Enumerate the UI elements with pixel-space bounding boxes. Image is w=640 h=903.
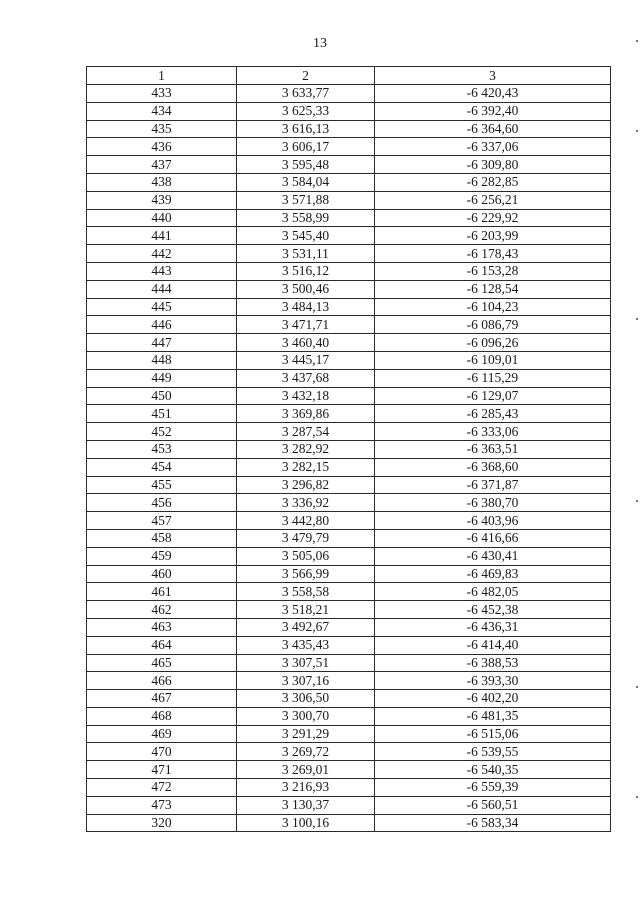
point-number-cell: 449 bbox=[87, 369, 237, 387]
y-coordinate-cell: -6 539,55 bbox=[375, 743, 611, 761]
x-coordinate-cell: 3 100,16 bbox=[237, 814, 375, 832]
table-row bbox=[87, 672, 611, 690]
table-row bbox=[87, 636, 611, 654]
point-number-cell: 466 bbox=[87, 672, 237, 690]
point-number-cell: 452 bbox=[87, 423, 237, 441]
x-coordinate-cell: 3 500,46 bbox=[237, 280, 375, 298]
y-coordinate-cell: -6 559,39 bbox=[375, 779, 611, 797]
table-row bbox=[87, 494, 611, 512]
y-coordinate-cell: -6 104,23 bbox=[375, 298, 611, 316]
table-row bbox=[87, 779, 611, 797]
x-coordinate-cell: 3 306,50 bbox=[237, 690, 375, 708]
point-number-cell: 455 bbox=[87, 476, 237, 494]
table-row bbox=[87, 547, 611, 565]
y-coordinate-cell: -6 560,51 bbox=[375, 796, 611, 814]
scan-edge-mark bbox=[636, 796, 638, 798]
x-coordinate-cell: 3 516,12 bbox=[237, 262, 375, 280]
column-header-point-number: 1 bbox=[87, 67, 237, 85]
y-coordinate-cell: -6 129,07 bbox=[375, 387, 611, 405]
y-coordinate-cell: -6 256,21 bbox=[375, 191, 611, 209]
y-coordinate-cell: -6 285,43 bbox=[375, 405, 611, 423]
table-row bbox=[87, 227, 611, 245]
y-coordinate-cell: -6 416,66 bbox=[375, 529, 611, 547]
table-row bbox=[87, 796, 611, 814]
table-row bbox=[87, 618, 611, 636]
point-number-cell: 460 bbox=[87, 565, 237, 583]
table-row bbox=[87, 565, 611, 583]
x-coordinate-cell: 3 595,48 bbox=[237, 156, 375, 174]
point-number-cell: 459 bbox=[87, 547, 237, 565]
table-row bbox=[87, 583, 611, 601]
table-row bbox=[87, 173, 611, 191]
point-number-cell: 461 bbox=[87, 583, 237, 601]
y-coordinate-cell: -6 364,60 bbox=[375, 120, 611, 138]
point-number-cell: 451 bbox=[87, 405, 237, 423]
point-number-cell: 435 bbox=[87, 120, 237, 138]
table-row bbox=[87, 405, 611, 423]
x-coordinate-cell: 3 336,92 bbox=[237, 494, 375, 512]
x-coordinate-cell: 3 435,43 bbox=[237, 636, 375, 654]
y-coordinate-cell: -6 414,40 bbox=[375, 636, 611, 654]
y-coordinate-cell: -6 309,80 bbox=[375, 156, 611, 174]
table-row bbox=[87, 814, 611, 832]
y-coordinate-cell: -6 436,31 bbox=[375, 618, 611, 636]
x-coordinate-cell: 3 307,16 bbox=[237, 672, 375, 690]
table-row bbox=[87, 743, 611, 761]
point-number-cell: 457 bbox=[87, 512, 237, 530]
x-coordinate-cell: 3 558,58 bbox=[237, 583, 375, 601]
point-number-cell: 440 bbox=[87, 209, 237, 227]
x-coordinate-cell: 3 571,88 bbox=[237, 191, 375, 209]
point-number-cell: 439 bbox=[87, 191, 237, 209]
table-row bbox=[87, 191, 611, 209]
point-number-cell: 463 bbox=[87, 618, 237, 636]
point-number-cell: 468 bbox=[87, 707, 237, 725]
table-row bbox=[87, 529, 611, 547]
x-coordinate-cell: 3 625,33 bbox=[237, 102, 375, 120]
y-coordinate-cell: -6 583,34 bbox=[375, 814, 611, 832]
x-coordinate-cell: 3 287,54 bbox=[237, 423, 375, 441]
point-number-cell: 446 bbox=[87, 316, 237, 334]
point-number-cell: 443 bbox=[87, 262, 237, 280]
x-coordinate-cell: 3 296,82 bbox=[237, 476, 375, 494]
coordinates-table bbox=[86, 66, 611, 832]
point-number-cell: 320 bbox=[87, 814, 237, 832]
y-coordinate-cell: -6 282,85 bbox=[375, 173, 611, 191]
point-number-cell: 470 bbox=[87, 743, 237, 761]
x-coordinate-cell: 3 584,04 bbox=[237, 173, 375, 191]
table-row bbox=[87, 102, 611, 120]
x-coordinate-cell: 3 269,01 bbox=[237, 761, 375, 779]
point-number-cell: 433 bbox=[87, 85, 237, 103]
table-row bbox=[87, 280, 611, 298]
y-coordinate-cell: -6 482,05 bbox=[375, 583, 611, 601]
x-coordinate-cell: 3 460,40 bbox=[237, 334, 375, 352]
x-coordinate-cell: 3 484,13 bbox=[237, 298, 375, 316]
x-coordinate-cell: 3 471,71 bbox=[237, 316, 375, 334]
x-coordinate-cell: 3 437,68 bbox=[237, 369, 375, 387]
point-number-cell: 434 bbox=[87, 102, 237, 120]
y-coordinate-cell: -6 178,43 bbox=[375, 245, 611, 263]
x-coordinate-cell: 3 307,51 bbox=[237, 654, 375, 672]
table-row bbox=[87, 601, 611, 619]
table-row bbox=[87, 138, 611, 156]
x-coordinate-cell: 3 558,99 bbox=[237, 209, 375, 227]
point-number-cell: 465 bbox=[87, 654, 237, 672]
y-coordinate-cell: -6 403,96 bbox=[375, 512, 611, 530]
table-row bbox=[87, 725, 611, 743]
y-coordinate-cell: -6 388,53 bbox=[375, 654, 611, 672]
scan-edge-mark bbox=[636, 686, 638, 688]
x-coordinate-cell: 3 492,67 bbox=[237, 618, 375, 636]
page-number: 13 bbox=[313, 36, 327, 51]
point-number-cell: 436 bbox=[87, 138, 237, 156]
table-row bbox=[87, 262, 611, 280]
y-coordinate-cell: -6 337,06 bbox=[375, 138, 611, 156]
x-coordinate-cell: 3 505,06 bbox=[237, 547, 375, 565]
point-number-cell: 456 bbox=[87, 494, 237, 512]
y-coordinate-cell: -6 128,54 bbox=[375, 280, 611, 298]
table-row bbox=[87, 654, 611, 672]
y-coordinate-cell: -6 371,87 bbox=[375, 476, 611, 494]
y-coordinate-cell: -6 096,26 bbox=[375, 334, 611, 352]
table-row bbox=[87, 707, 611, 725]
table-row bbox=[87, 512, 611, 530]
y-coordinate-cell: -6 515,06 bbox=[375, 725, 611, 743]
x-coordinate-cell: 3 633,77 bbox=[237, 85, 375, 103]
x-coordinate-cell: 3 545,40 bbox=[237, 227, 375, 245]
table-row bbox=[87, 156, 611, 174]
y-coordinate-cell: -6 086,79 bbox=[375, 316, 611, 334]
x-coordinate-cell: 3 606,17 bbox=[237, 138, 375, 156]
table-header-row bbox=[87, 67, 611, 85]
point-number-cell: 448 bbox=[87, 351, 237, 369]
table-row bbox=[87, 334, 611, 352]
y-coordinate-cell: -6 540,35 bbox=[375, 761, 611, 779]
y-coordinate-cell: -6 420,43 bbox=[375, 85, 611, 103]
point-number-cell: 450 bbox=[87, 387, 237, 405]
table-row bbox=[87, 423, 611, 441]
y-coordinate-cell: -6 109,01 bbox=[375, 351, 611, 369]
table-row bbox=[87, 476, 611, 494]
x-coordinate-cell: 3 442,80 bbox=[237, 512, 375, 530]
table-row bbox=[87, 209, 611, 227]
x-coordinate-cell: 3 531,11 bbox=[237, 245, 375, 263]
x-coordinate-cell: 3 282,15 bbox=[237, 458, 375, 476]
table-body bbox=[87, 85, 611, 832]
point-number-cell: 447 bbox=[87, 334, 237, 352]
x-coordinate-cell: 3 616,13 bbox=[237, 120, 375, 138]
y-coordinate-cell: -6 430,41 bbox=[375, 547, 611, 565]
x-coordinate-cell: 3 269,72 bbox=[237, 743, 375, 761]
y-coordinate-cell: -6 402,20 bbox=[375, 690, 611, 708]
y-coordinate-cell: -6 392,40 bbox=[375, 102, 611, 120]
x-coordinate-cell: 3 369,86 bbox=[237, 405, 375, 423]
point-number-cell: 453 bbox=[87, 440, 237, 458]
point-number-cell: 471 bbox=[87, 761, 237, 779]
table-row bbox=[87, 298, 611, 316]
scan-edge-mark bbox=[636, 318, 638, 320]
column-header-y: 3 bbox=[375, 67, 611, 85]
point-number-cell: 444 bbox=[87, 280, 237, 298]
table-row bbox=[87, 440, 611, 458]
point-number-cell: 464 bbox=[87, 636, 237, 654]
y-coordinate-cell: -6 393,30 bbox=[375, 672, 611, 690]
table-row bbox=[87, 245, 611, 263]
point-number-cell: 462 bbox=[87, 601, 237, 619]
point-number-cell: 454 bbox=[87, 458, 237, 476]
x-coordinate-cell: 3 130,37 bbox=[237, 796, 375, 814]
scan-edge-mark bbox=[636, 500, 638, 502]
table-row bbox=[87, 761, 611, 779]
x-coordinate-cell: 3 445,17 bbox=[237, 351, 375, 369]
point-number-cell: 437 bbox=[87, 156, 237, 174]
scan-edge-mark bbox=[636, 40, 638, 42]
y-coordinate-cell: -6 469,83 bbox=[375, 565, 611, 583]
x-coordinate-cell: 3 518,21 bbox=[237, 601, 375, 619]
y-coordinate-cell: -6 380,70 bbox=[375, 494, 611, 512]
y-coordinate-cell: -6 333,06 bbox=[375, 423, 611, 441]
table-row bbox=[87, 351, 611, 369]
y-coordinate-cell: -6 153,28 bbox=[375, 262, 611, 280]
x-coordinate-cell: 3 432,18 bbox=[237, 387, 375, 405]
x-coordinate-cell: 3 282,92 bbox=[237, 440, 375, 458]
y-coordinate-cell: -6 203,99 bbox=[375, 227, 611, 245]
table-row bbox=[87, 690, 611, 708]
y-coordinate-cell: -6 452,38 bbox=[375, 601, 611, 619]
point-number-cell: 458 bbox=[87, 529, 237, 547]
y-coordinate-cell: -6 229,92 bbox=[375, 209, 611, 227]
x-coordinate-cell: 3 566,99 bbox=[237, 565, 375, 583]
y-coordinate-cell: -6 368,60 bbox=[375, 458, 611, 476]
y-coordinate-cell: -6 363,51 bbox=[375, 440, 611, 458]
table-row bbox=[87, 85, 611, 103]
point-number-cell: 438 bbox=[87, 173, 237, 191]
point-number-cell: 473 bbox=[87, 796, 237, 814]
point-number-cell: 442 bbox=[87, 245, 237, 263]
scan-edge-mark bbox=[636, 130, 638, 132]
table-row bbox=[87, 458, 611, 476]
x-coordinate-cell: 3 479,79 bbox=[237, 529, 375, 547]
y-coordinate-cell: -6 481,35 bbox=[375, 707, 611, 725]
point-number-cell: 469 bbox=[87, 725, 237, 743]
x-coordinate-cell: 3 300,70 bbox=[237, 707, 375, 725]
x-coordinate-cell: 3 291,29 bbox=[237, 725, 375, 743]
x-coordinate-cell: 3 216,93 bbox=[237, 779, 375, 797]
point-number-cell: 467 bbox=[87, 690, 237, 708]
point-number-cell: 441 bbox=[87, 227, 237, 245]
table-row bbox=[87, 120, 611, 138]
table-row bbox=[87, 316, 611, 334]
column-header-x: 2 bbox=[237, 67, 375, 85]
y-coordinate-cell: -6 115,29 bbox=[375, 369, 611, 387]
table-row bbox=[87, 387, 611, 405]
point-number-cell: 445 bbox=[87, 298, 237, 316]
table-row bbox=[87, 369, 611, 387]
point-number-cell: 472 bbox=[87, 779, 237, 797]
